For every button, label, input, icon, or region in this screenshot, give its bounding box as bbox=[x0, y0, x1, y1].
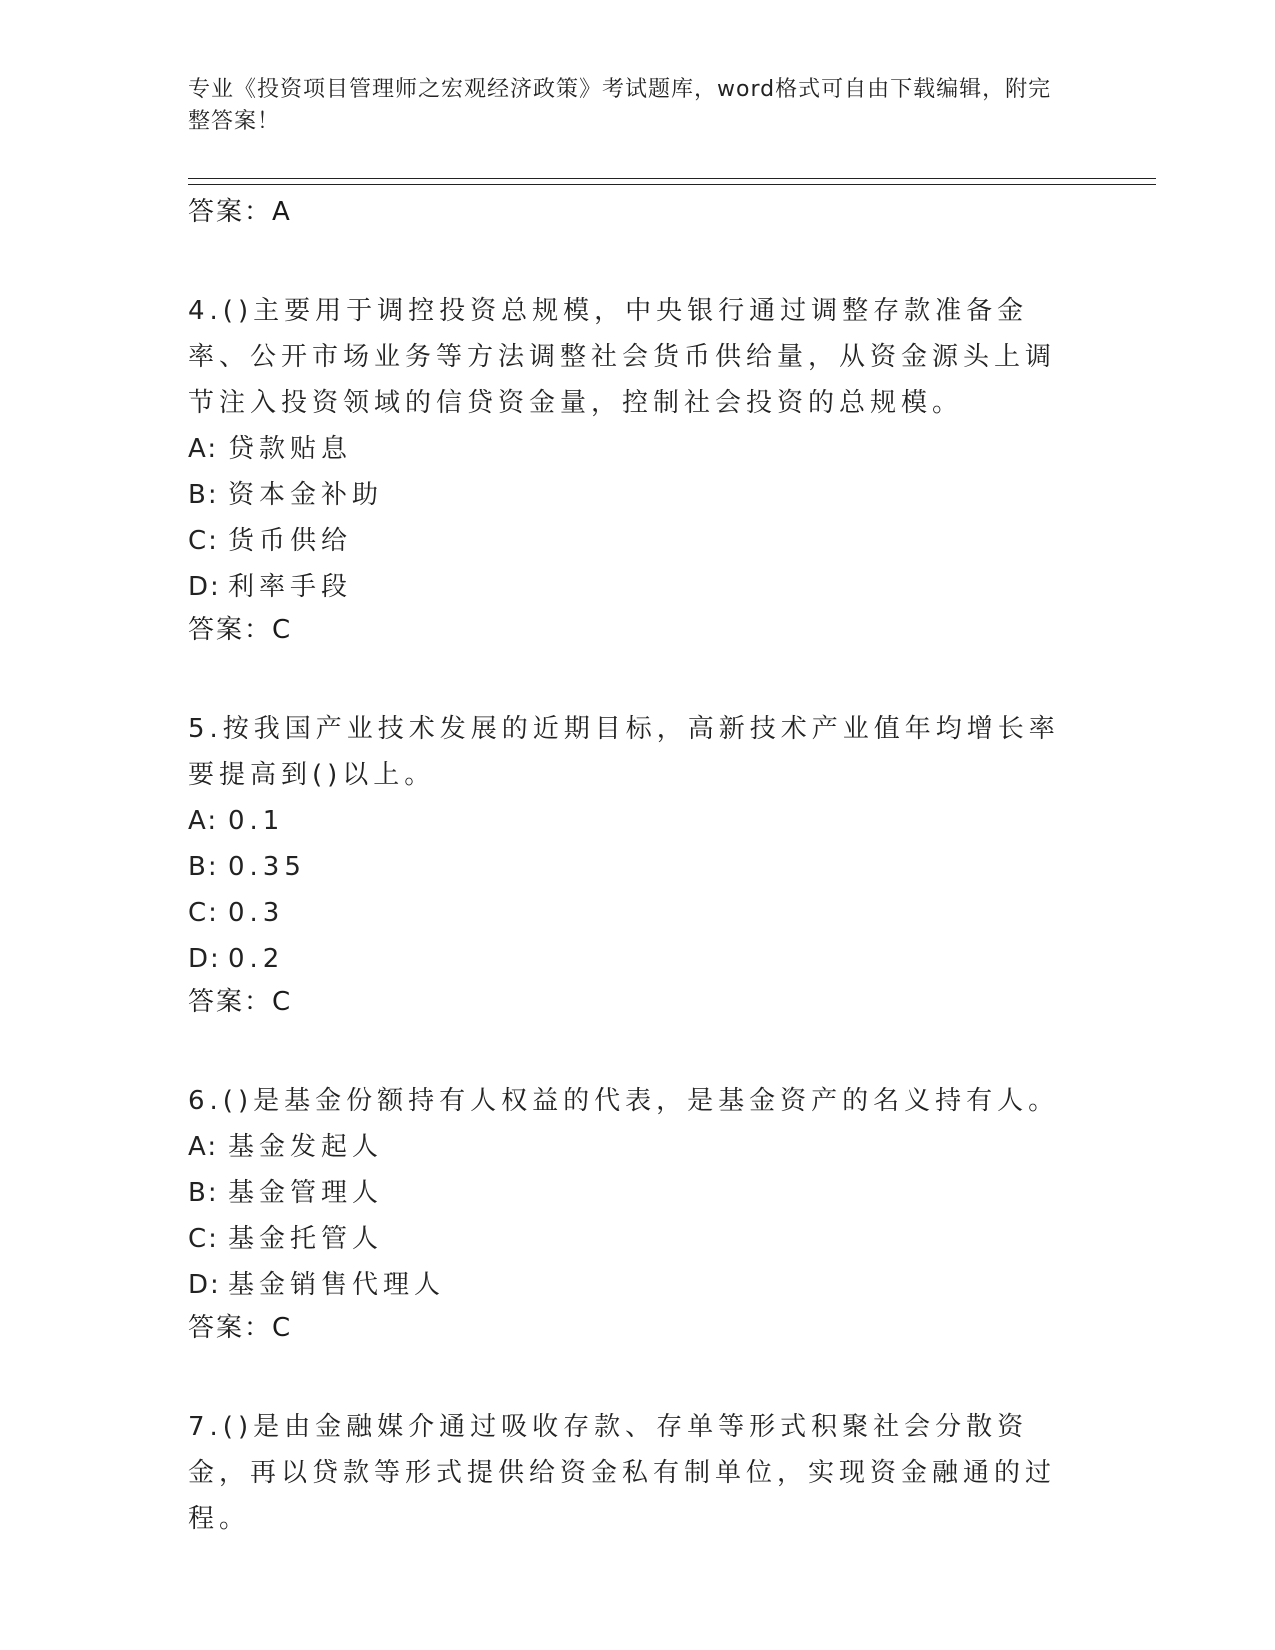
question-block bbox=[188, 288, 1068, 706]
spacer bbox=[188, 232, 1068, 288]
answer-option bbox=[188, 1216, 1068, 1262]
header-divider bbox=[188, 178, 1156, 185]
answer-line bbox=[188, 192, 1068, 232]
option-text: 利率手段 bbox=[228, 572, 353, 602]
answer-option bbox=[188, 1170, 1068, 1216]
option-letter: D: bbox=[188, 1270, 221, 1300]
spacer bbox=[188, 650, 1068, 706]
question-stem: 4.()主要用于调控投资总规模，中央银行通过调整存款准备金率、公开市场业务等方法调整社会货币供给量，从资金源头上调节注入投资领域的信贷资金量，控制社会投资的总规模。 bbox=[188, 296, 1057, 418]
option-letter: B: bbox=[188, 1178, 219, 1208]
option-letter: D: bbox=[188, 572, 221, 602]
option-letter: A: bbox=[188, 1132, 219, 1162]
question-block bbox=[188, 1404, 1068, 1542]
spacer bbox=[188, 1022, 1068, 1078]
answer-option bbox=[188, 1262, 1068, 1308]
option-text: 贷款贴息 bbox=[228, 434, 353, 464]
answer-option bbox=[188, 518, 1068, 564]
option-text: 资本金补助 bbox=[228, 480, 384, 510]
answer-option bbox=[188, 564, 1068, 610]
option-letter: B: bbox=[188, 852, 219, 882]
option-text: 0.3 bbox=[228, 898, 285, 928]
document-body bbox=[188, 192, 1068, 1542]
question-stem: 5.按我国产业技术发展的近期目标，高新技术产业值年均增长率要提高到()以上。 bbox=[188, 714, 1060, 790]
option-text: 基金发起人 bbox=[228, 1132, 384, 1162]
answer-label: 答案： bbox=[188, 615, 273, 645]
answer-label: 答案： bbox=[188, 197, 273, 227]
option-letter: D: bbox=[188, 944, 221, 974]
option-text: 0.2 bbox=[228, 944, 285, 974]
option-letter: A: bbox=[188, 806, 219, 836]
answer-option bbox=[188, 798, 1068, 844]
option-text: 基金托管人 bbox=[228, 1224, 384, 1254]
answer-line bbox=[188, 610, 1068, 650]
option-text: 基金销售代理人 bbox=[228, 1270, 446, 1300]
answer-option bbox=[188, 426, 1068, 472]
answer-option bbox=[188, 844, 1068, 890]
option-text: 0.35 bbox=[228, 852, 306, 882]
answer-value: C bbox=[272, 615, 293, 645]
option-letter: C: bbox=[188, 1224, 219, 1254]
answer-value: A bbox=[272, 197, 292, 227]
option-text: 0.1 bbox=[228, 806, 285, 836]
question-block bbox=[188, 1078, 1068, 1404]
option-letter: C: bbox=[188, 526, 219, 556]
question-block bbox=[188, 706, 1068, 1078]
option-letter: A: bbox=[188, 434, 219, 464]
answer-option bbox=[188, 472, 1068, 518]
answer-option bbox=[188, 1124, 1068, 1170]
answer-option bbox=[188, 936, 1068, 982]
answer-value: C bbox=[272, 1313, 293, 1343]
answer-label: 答案： bbox=[188, 1313, 273, 1343]
answer-line bbox=[188, 1308, 1068, 1348]
answer-label: 答案： bbox=[188, 987, 273, 1017]
answer-option bbox=[188, 890, 1068, 936]
question-stem: 7.()是由金融媒介通过吸收存款、存单等形式积聚社会分散资金，再以贷款等形式提供给资金私有制单位，实现资金融通的过程。 bbox=[188, 1412, 1057, 1534]
answer-value: C bbox=[272, 987, 293, 1017]
option-text: 基金管理人 bbox=[228, 1178, 384, 1208]
option-letter: B: bbox=[188, 480, 219, 510]
question-stem: 6.()是基金份额持有人权益的代表，是基金资产的名义持有人。 bbox=[188, 1086, 1060, 1116]
page-header: 专业《投资项目管理师之宏观经济政策》考试题库，word格式可自由下载编辑，附完整答案！ bbox=[188, 77, 1052, 134]
answer-line bbox=[188, 982, 1068, 1022]
option-letter: C: bbox=[188, 898, 219, 928]
option-text: 货币供给 bbox=[228, 526, 353, 556]
question-list bbox=[188, 288, 1068, 1542]
spacer bbox=[188, 1348, 1068, 1404]
